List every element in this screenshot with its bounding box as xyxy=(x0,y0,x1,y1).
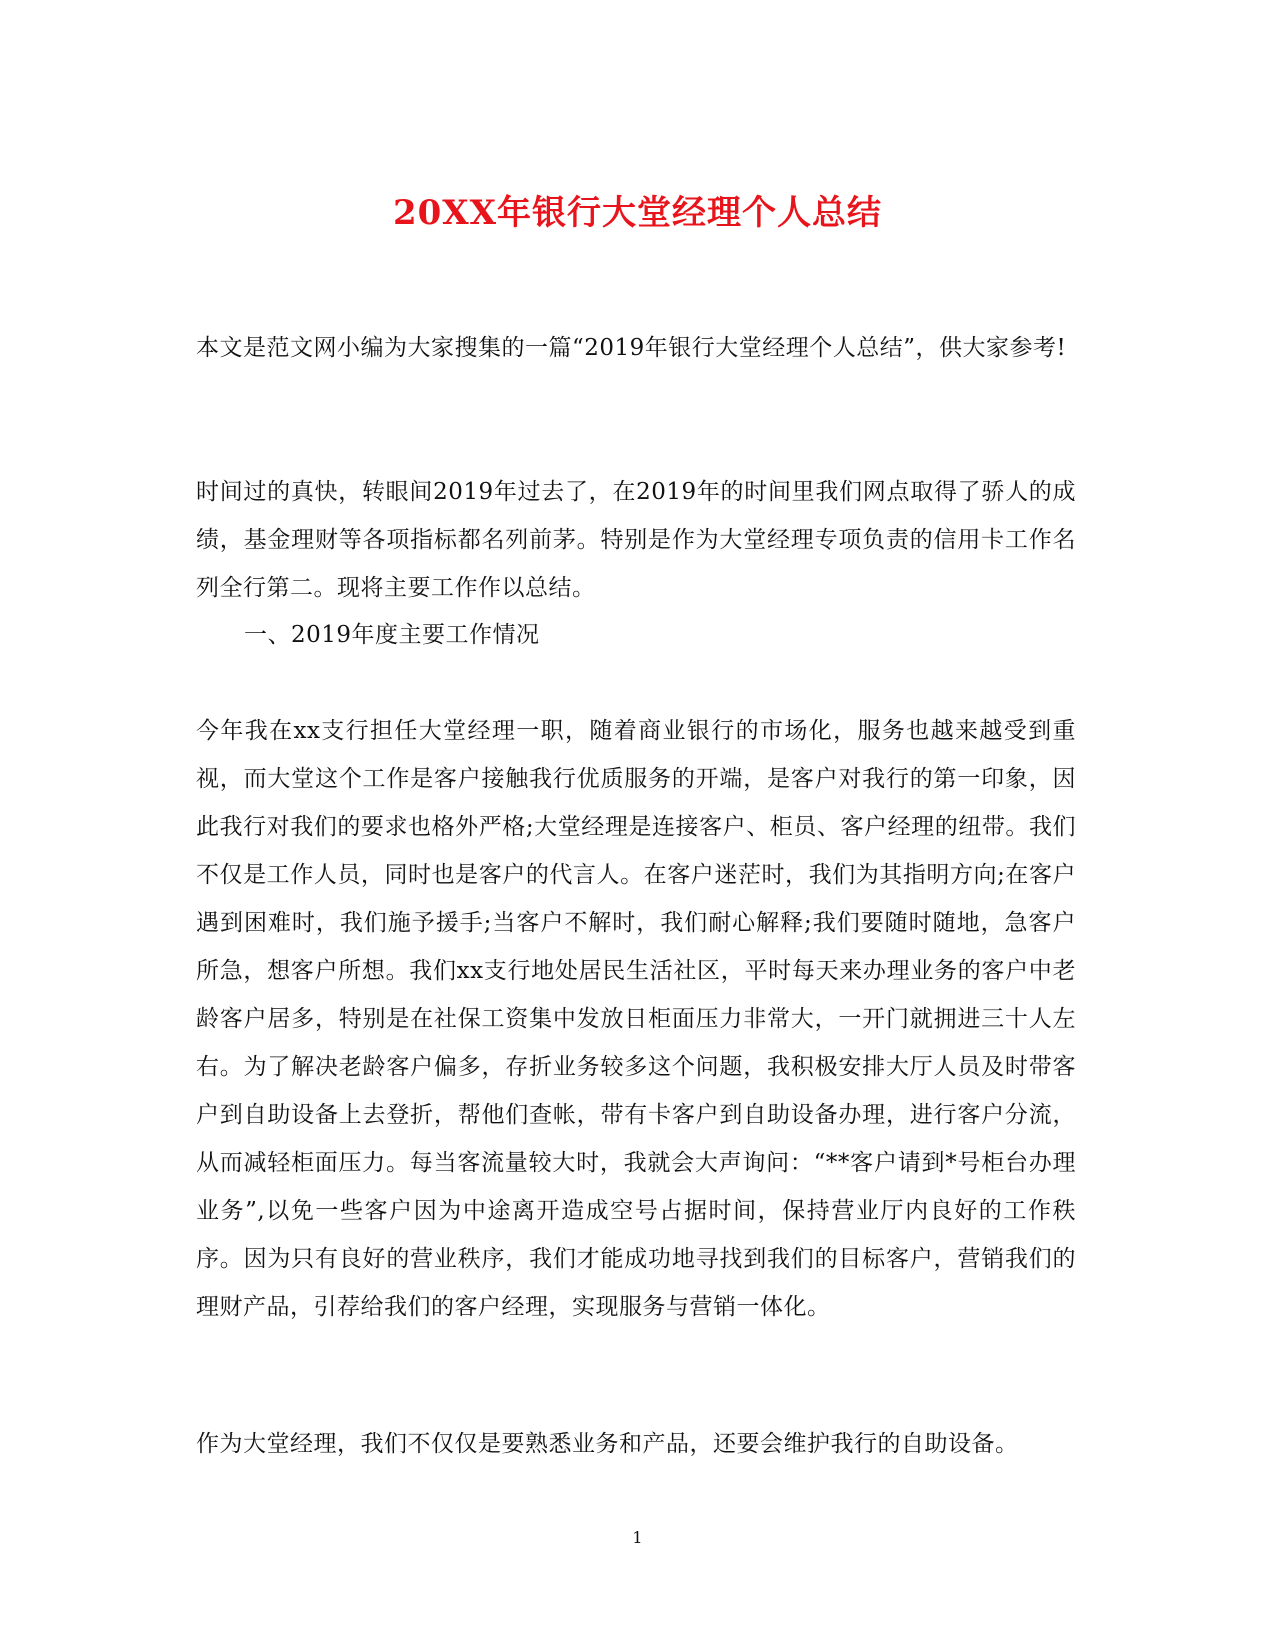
section-heading: 一、2019年度主要工作情况 xyxy=(244,622,540,648)
document-title: 20XX年银行大堂经理个人总结 xyxy=(392,192,883,233)
device-maintenance-paragraph: 作为大堂经理，我们不仅仅是要熟悉业务和产品，还要会维护我行的自助设备。 xyxy=(196,1431,1019,1457)
page-number: 1 xyxy=(632,1528,643,1547)
intro-paragraph: 本文是范文网小编为大家搜集的一篇“2019年银行大堂经理个人总结”，供大家参考! xyxy=(196,335,1067,361)
main-work-paragraph: 今年我在xx支行担任大堂经理一职，随着商业银行的市场化，服务也越来越受到重视，而大堂这个工作是客户接触我行优质服务的开端，是客户对我行的第一印象，因此我行对我们的要求也格外严格;大堂经理是连接客户、柜员、客户经理的纽带。我们不仅是工作人员，同时也是客户的代言人。在客户迷茫时，我们为其指明方向;在客户遇到困难时，我们施予援手;当客户不解时，我们耐心解释;我们要随时随地，急客户所急，想客户所想。我们xx支行地处居民生活社区，平时每天来办理业务的客户中老龄客户居多，特别是在社保工资集中发放日柜面压力非常大，一开门就拥进三十人左右。为了解决老龄客户偏多，存折业务较多这个问题，我积极安排大厅人员及时带客户到自助设备上去登折，帮他们查帐，带有卡客户到自助设备办理，进行客户分流，从而减轻柜面压力。每当客流量较大时，我就会大声询问：“**客户请到*号柜台办理业务”,以免一些客户因为中途离开造成空号占据时间，保持营业厅内良好的工作秩序。因为只有良好的营业秩序，我们才能成功地寻找到我们的目标客户，营销我们的理财产品，引荐给我们的客户经理，实现服务与营销一体化。 xyxy=(196,718,1076,1320)
summary-paragraph: 时间过的真快，转眼间2019年过去了，在2019年的时间里我们网点取得了骄人的成绩，基金理财等各项指标都名列前茅。特别是作为大堂经理专项负责的信用卡工作名列全行第二。现将主要工作作以总结。 xyxy=(196,479,1076,601)
